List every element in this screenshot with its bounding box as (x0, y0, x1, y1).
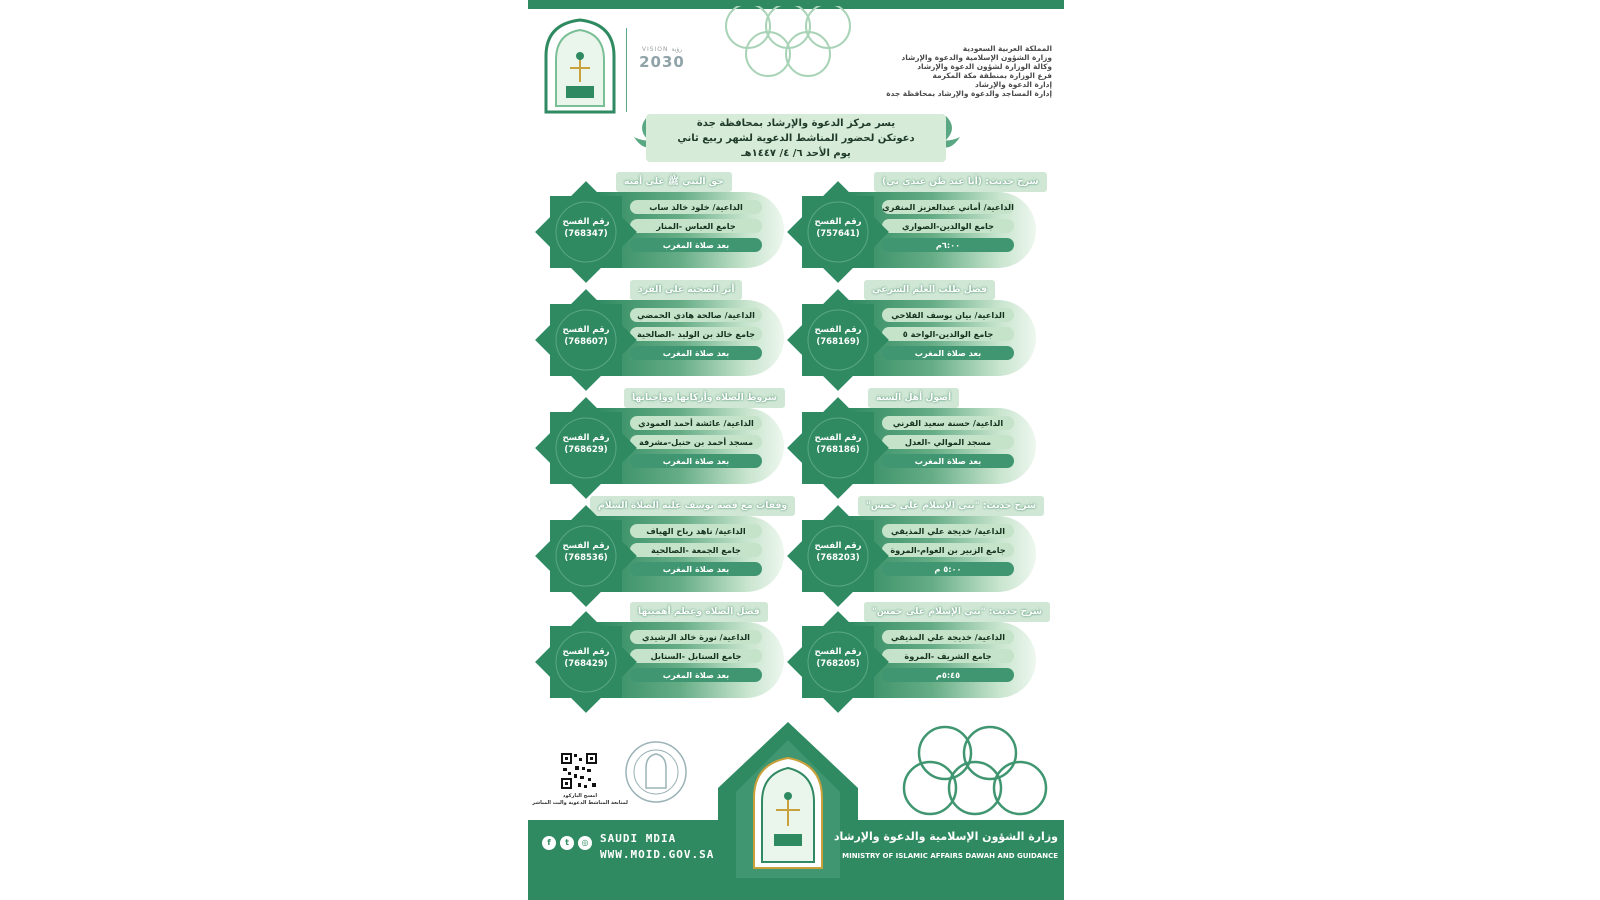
banner-line-3: يوم الأحد ٦/ ٤/ ١٤٤٧هـ (741, 148, 851, 159)
lecture-time: ٦:٠٠م (882, 238, 1014, 252)
lecture-title: حق النبي ﷺ على أمته (624, 176, 724, 187)
lecture-mosque: مسجد الموالي -العدل (882, 435, 1014, 449)
header-department: إدارة الدعوة والإرشاد (975, 80, 1052, 89)
lecture-preacher: الداعية/ أماني عبدالعزيز المنقري (882, 202, 1014, 212)
lecture-card (786, 172, 1039, 274)
lecture-time: بعد صلاة المغرب (630, 346, 762, 360)
permit-number-block (548, 216, 624, 240)
lecture-time: بعد صلاة المغرب (630, 454, 762, 468)
lecture-mosque: جامع العباس -المنار (630, 219, 762, 233)
footer-social-handle: SAUDI MDIA (600, 832, 677, 845)
lecture-title: شرح حديث: (أنا عند ظن عبدي بي) (882, 176, 1039, 187)
permit-label: رقم الفسح (814, 325, 862, 335)
lecture-preacher: الداعية/ عائشة أحمد العمودي (630, 416, 762, 430)
lecture-time: ٥:٠٠ م (882, 562, 1014, 576)
permit-number: (768429) (564, 659, 608, 669)
vision-2030-logo (632, 46, 692, 71)
permit-number: (768186) (816, 445, 860, 455)
qr-code[interactable] (560, 752, 598, 790)
permit-label: رقم الفسح (814, 217, 862, 227)
lecture-preacher: الداعية/ ناهد رباح الهياف (630, 524, 762, 538)
decorative-lattice-top (708, 6, 868, 86)
lecture-title: وقفات مع قصة يوسف عليه الصلاة السلام (598, 500, 788, 511)
facebook-icon[interactable]: f (542, 836, 556, 850)
lecture-time: بعد صلاة المغرب (882, 454, 1014, 468)
lecture-mosque: جامع السنابل -السنابل (630, 649, 762, 663)
ministry-logo (540, 16, 620, 116)
lecture-title-tab (874, 172, 1047, 192)
permit-label: رقم الفسح (814, 541, 862, 551)
lecture-preacher: الداعية/ حسنة سعيد القرني (882, 416, 1014, 430)
header-sub-department: إدارة المساجد والدعوة والإرشاد بمحافظة جدة (886, 89, 1052, 98)
permit-number: (768629) (564, 445, 608, 455)
lecture-time: ٥:٤٥م (882, 668, 1014, 682)
lecture-title: فضل الصلاة وعظم أهميتها (638, 606, 760, 617)
invitation-banner (646, 114, 946, 162)
lecture-time: بعد صلاة المغرب (630, 668, 762, 682)
lecture-title: أصول أهل السنة (876, 392, 952, 403)
lecture-card (786, 602, 1043, 704)
banner-line-2: دعوتكن لحضور المناشط الدعوية لشهر ربيع ثاني (677, 133, 915, 144)
banner-text (646, 116, 946, 161)
lecture-card (534, 602, 784, 704)
qr-caption (530, 793, 630, 807)
lecture-card (786, 496, 1036, 598)
qr-caption-line-1: امسح الباركود (562, 793, 598, 799)
lecture-time: بعد صلاة المغرب (630, 562, 762, 576)
lecture-card (786, 280, 1036, 382)
header-divider (626, 28, 627, 112)
lecture-title: فضل طلب العلم الشرعي (872, 284, 987, 295)
permit-number: (768203) (816, 553, 860, 563)
lecture-title-tab (630, 602, 768, 622)
lecture-title: شروط الصلاة وأركانها وواجباتها (632, 392, 777, 403)
lecture-title: أثر الصحبة على الفرد (638, 284, 735, 295)
lecture-time: بعد صلاة المغرب (882, 346, 1014, 360)
permit-number-block (548, 324, 624, 348)
lecture-title-tab (630, 280, 742, 300)
lecture-preacher: الداعية/ خلود خالد ساب (630, 200, 762, 214)
lecture-mosque: جامع الوالدين-الصواري (882, 219, 1014, 233)
footer-arch-logo (718, 718, 858, 878)
lecture-mosque: جامع الجمعة -الصالحية (630, 543, 762, 557)
lecture-mosque: جامع الشريف -المروة (882, 649, 1014, 663)
footer-ministry-english: MINISTRY OF ISLAMIC AFFAIRS DAWAH AND GUIDANCE (842, 852, 1058, 860)
permit-number-block (548, 646, 624, 670)
qr-caption-line-2: لمتابعة المناشط الدعوية والبث المباشر (532, 800, 628, 806)
permit-number-block (548, 432, 624, 456)
header-country: المملكة العربية السعودية (962, 44, 1052, 53)
lecture-time: بعد صلاة المغرب (630, 238, 762, 252)
permit-number-block (800, 216, 876, 240)
lecture-card (534, 172, 784, 274)
lecture-card (534, 388, 784, 490)
banner-line-1: يسر مركز الدعوة والإرشاد بمحافظة جدة (696, 118, 896, 129)
permit-label: رقم الفسح (562, 217, 610, 227)
lecture-mosque: جامع الزبير بن العوام-المروة (882, 543, 1014, 557)
permit-number-block (800, 432, 876, 456)
permit-label: رقم الفسح (562, 433, 610, 443)
permit-label: رقم الفسح (562, 647, 610, 657)
lecture-title-tab (864, 602, 1050, 622)
lecture-mosque: مسجد أحمد بن حنبل-مشرفة (630, 435, 762, 449)
footer-ministry-arabic: وزارة الشؤون الإسلامية والدعوة والإرشاد (833, 830, 1058, 843)
permit-number-block (548, 540, 624, 564)
permit-label: رقم الفسح (814, 647, 862, 657)
poster (528, 0, 1064, 900)
official-stamp (624, 740, 688, 804)
lecture-mosque: جامع الوالدين-الواحة ٥ (882, 327, 1014, 341)
lecture-preacher: الداعية/ خديجة علي المذيقي (882, 524, 1014, 538)
permit-number: (768536) (564, 553, 608, 563)
lecture-title: شرح حديث: "بني الإسلام على خمس" (872, 606, 1043, 617)
permit-label: رقم الفسح (562, 325, 610, 335)
instagram-icon[interactable]: ◎ (578, 836, 592, 850)
lecture-title-tab (624, 388, 785, 408)
lecture-preacher: الداعية/ خديجة علي المذيقي (882, 630, 1014, 644)
decorative-lattice-bottom (900, 718, 1050, 818)
lecture-card (534, 496, 788, 598)
header-text (882, 44, 1052, 98)
permit-number-block (800, 324, 876, 348)
lecture-preacher: الداعية/ بيان يوسف الفلاحي (882, 308, 1014, 322)
lecture-card (534, 280, 784, 382)
footer-website[interactable]: WWW.MOID.GOV.SA (600, 848, 715, 861)
lecture-title: شرح حديث: "بني الإسلام على خمس" (866, 500, 1037, 511)
vision-year: 2030 (639, 53, 685, 71)
header-ministry: وزارة الشؤون الإسلامية والدعوة والإرشاد (901, 53, 1052, 62)
lecture-preacher: الداعية/ صالحة هادي الحمضي (630, 308, 762, 322)
permit-number: (768607) (564, 337, 608, 347)
lecture-mosque: جامع خالد بن الوليد -الصالحية (630, 327, 762, 341)
permit-number-block (800, 646, 876, 670)
lecture-preacher: الداعية/ نورة خالد الرشيدي (630, 630, 762, 644)
header-agency: وكالة الوزارة لشؤون الدعوة والإرشاد (917, 62, 1052, 71)
header-branch: فرع الوزارة بمنطقة مكة المكرمة (932, 71, 1052, 80)
permit-number: (757641) (816, 229, 860, 239)
lecture-card (786, 388, 1036, 490)
vision-label: VISION رؤية (641, 46, 683, 53)
twitter-icon[interactable]: t (560, 836, 574, 850)
permit-label: رقم الفسح (814, 433, 862, 443)
permit-number: (768347) (564, 229, 608, 239)
permit-number: (768205) (816, 659, 860, 669)
permit-label: رقم الفسح (562, 541, 610, 551)
permit-number-block (800, 540, 876, 564)
permit-number: (768169) (816, 337, 860, 347)
